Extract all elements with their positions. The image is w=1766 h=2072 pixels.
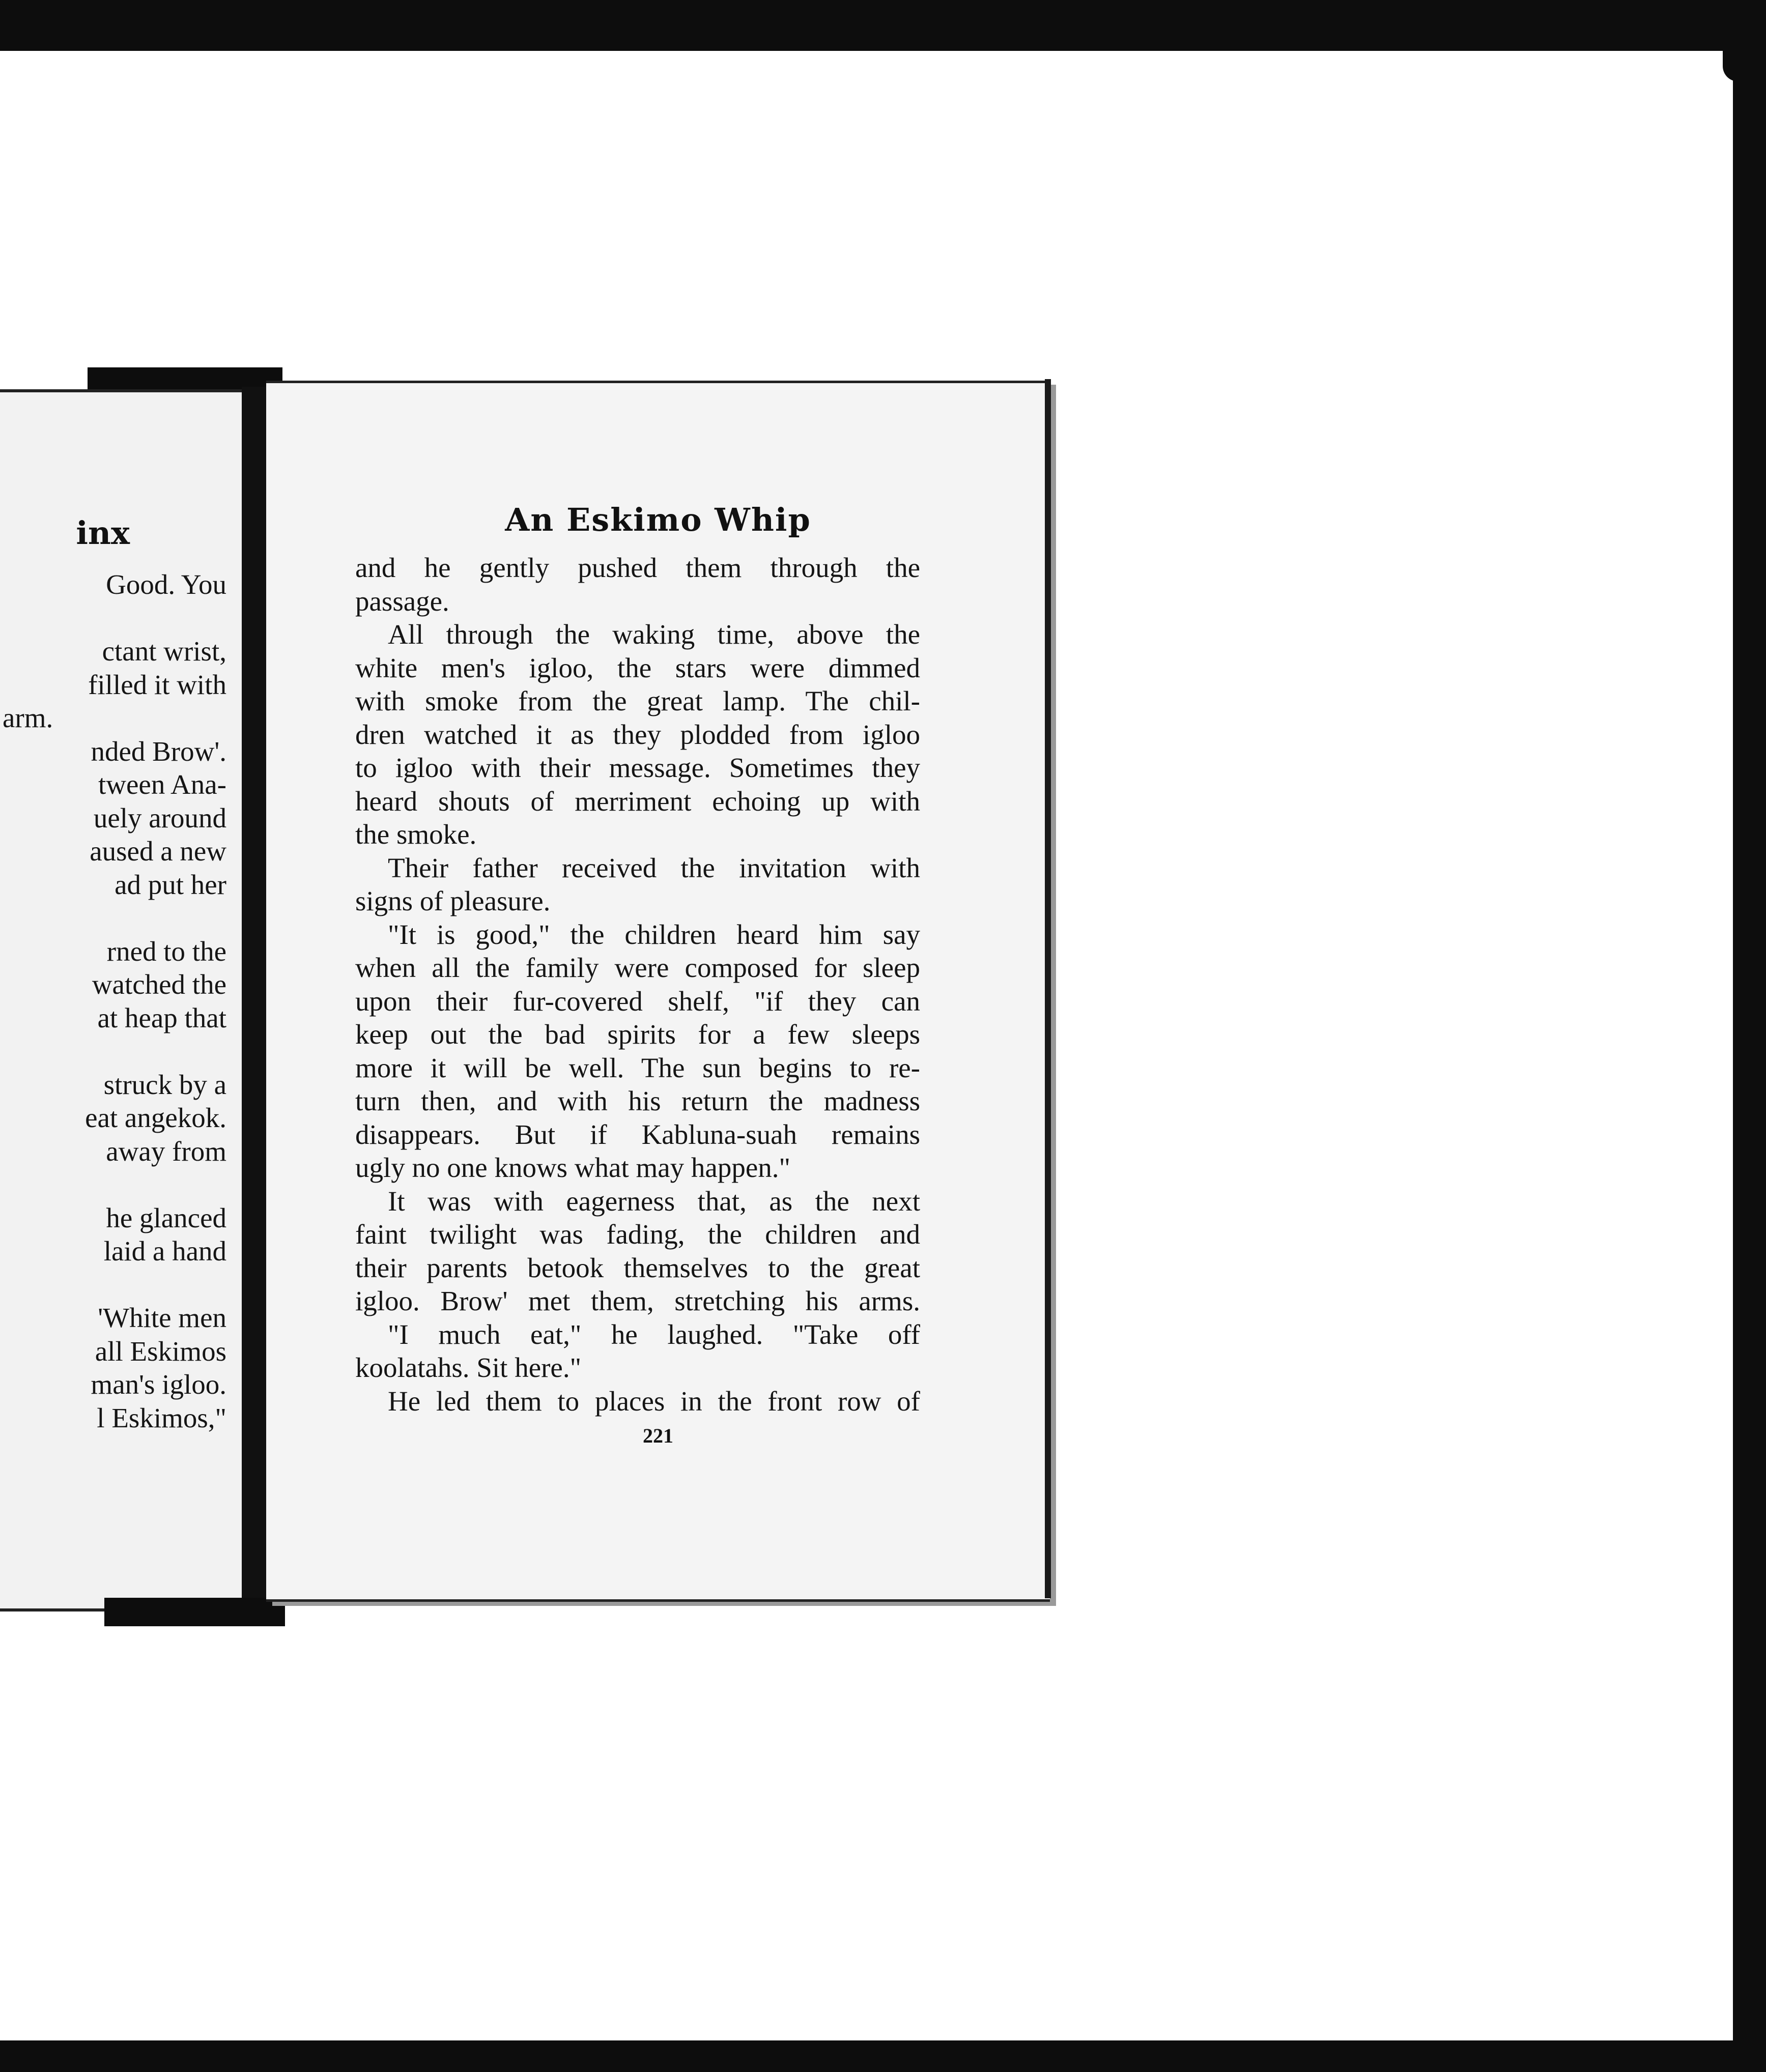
text-line: their parents betook themselves to the great [355,1252,920,1283]
left-line [3,1034,226,1068]
scan-border-notch [1723,51,1738,81]
text-line: white men's igloo, the stars were dimmed [355,652,920,683]
text-line: to igloo with their message. Sometimes they [355,752,920,783]
text-line: heard shouts of merriment echoing up with [355,785,920,817]
scan-border-top [0,0,1766,51]
left-line [3,1168,226,1201]
page-number: 221 [643,1424,673,1447]
text-line: faint twilight was fading, the children and [355,1219,920,1250]
left-line: filled it with [88,669,226,700]
text-line: turn then, and with his return the madness [355,1085,920,1116]
left-line: he glanced [106,1202,226,1233]
text-line: All through the waking time, above the [388,619,920,650]
binding-tab-bottom [104,1598,285,1626]
left-line: away from [106,1135,226,1167]
scan-border-right [1733,51,1766,2040]
left-line: ctant wrist, [102,636,226,667]
left-running-head: inx [76,514,130,552]
running-head: An Eskimo Whip [505,501,811,538]
left-line: 'White men [98,1302,226,1333]
text-line: It was with eagerness that, as the next [388,1185,920,1217]
left-line: eat angekok. [85,1102,226,1133]
text-line: when all the family were composed for sleep [355,952,920,983]
left-line: arm. [3,702,53,733]
left-line: rned to the [106,935,226,967]
left-line [3,1268,226,1302]
left-line [3,901,226,935]
left-line: watched the [92,969,226,1000]
text-line: more it will be well. The sun begins to re- [355,1052,920,1083]
left-line: struck by a [103,1069,226,1100]
text-line: igloo. Brow' met them, stretching his arms. [355,1285,920,1316]
body-text [355,551,920,1418]
text-line: passage. [355,585,449,617]
text-line: ugly no one knows what may happen." [355,1152,790,1183]
left-line: Good. You [106,569,226,600]
text-line: disappears. But if Kabluna-suah remains [355,1118,920,1150]
left-line: at heap that [97,1002,226,1033]
text-line: "It is good," the children heard him say [388,918,920,950]
text-line: koolatahs. Sit here." [355,1352,582,1383]
left-page [0,389,247,1611]
text-line: the smoke. [355,819,477,850]
left-line: aused a new [90,836,226,867]
text-line: keep out the bad spirits for a few sleeps [355,1019,920,1050]
text-line: "I much eat," he laughed. "Take off [388,1318,920,1350]
left-line: l Eskimos," [97,1402,226,1433]
left-line: man's igloo. [91,1369,226,1400]
right-page [266,381,1050,1602]
scan-border-bottom [0,2040,1766,2072]
text-line: Their father received the invitation with [388,852,920,883]
left-line: all Eskimos [95,1335,226,1367]
text-line: signs of pleasure. [355,885,551,916]
book-spine [242,387,266,1610]
left-line: ad put her [115,869,226,900]
text-line: He led them to places in the front row of [388,1385,920,1417]
text-line: dren watched it as they plodded from igloo [355,718,920,750]
left-line: uely around [93,802,226,833]
text-line: and he gently pushed them through the [355,552,920,583]
left-line: tween Ana- [98,769,226,800]
left-text-block [3,568,226,1434]
text-line: upon their fur-covered shelf, "if they can [355,985,920,1017]
left-line: laid a hand [103,1235,226,1267]
page-edge-right [1045,379,1051,1598]
text-line: with smoke from the great lamp. The chil- [355,685,920,716]
left-line [3,601,226,635]
left-line: nded Brow'. [91,735,226,767]
